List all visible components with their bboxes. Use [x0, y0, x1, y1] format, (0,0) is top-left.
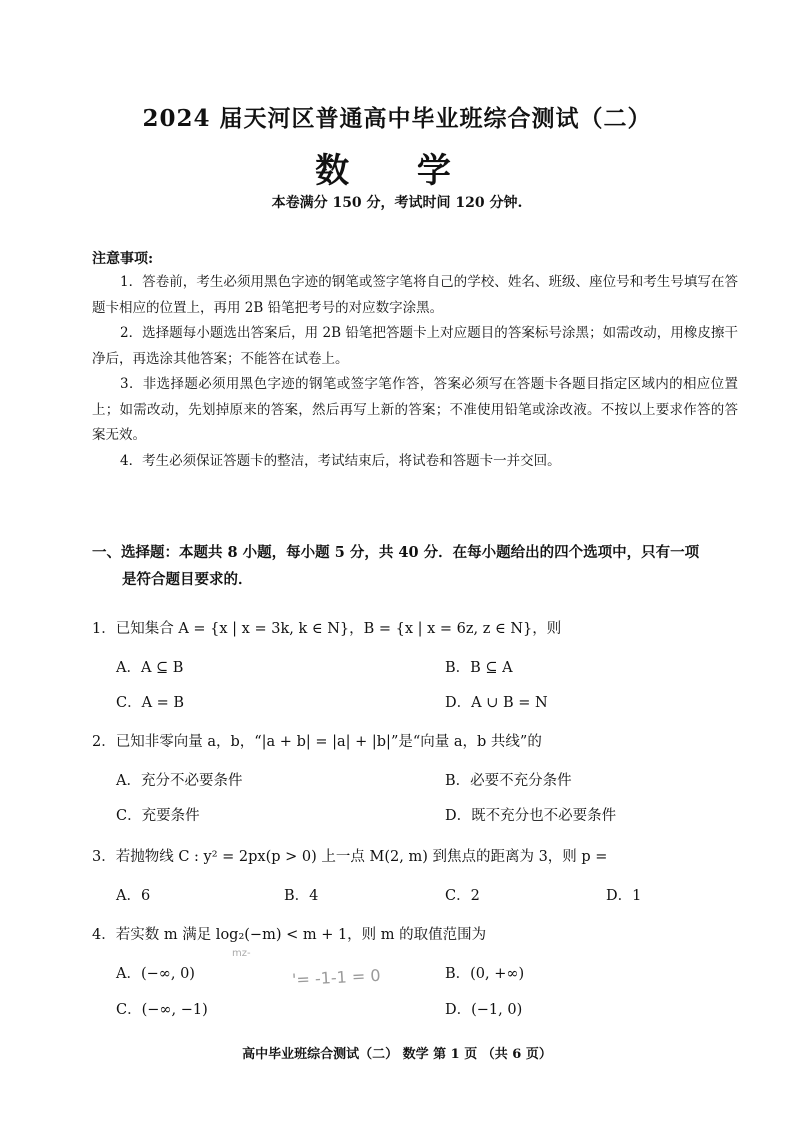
note-item [92, 270, 738, 321]
q4-option-b: B．(0, +∞) [445, 966, 525, 982]
question-1-stem: 1．已知集合 A = {x | x = 3k, k ∈ N}，B = {x | x = 6z, z ∈ N}，则 [92, 621, 562, 637]
subject-title: 数 学 [315, 151, 479, 191]
q3-option-d: D．1 [606, 888, 642, 904]
q2-option-b: B．必要不充分条件 [445, 773, 572, 789]
handwriting-mark-small: mz- [232, 948, 251, 959]
q4-option-a: A．(−∞, 0) [116, 966, 195, 982]
q1-option-c: C．A = B [116, 695, 185, 711]
q1-option-a: A．A ⊆ B [116, 660, 184, 676]
note-item [92, 372, 738, 449]
exam-title: 2024 届天河区普通高中毕业班综合测试（二） [142, 105, 652, 132]
q1-option-d: D．A ∪ B = N [445, 695, 548, 711]
page-footer: 高中毕业班综合测试（二） 数学 第 1 页 （共 6 页） [242, 1047, 552, 1062]
notes-heading: 注意事项: [92, 251, 154, 267]
q1-option-b: B．B ⊆ A [445, 660, 513, 676]
question-3-stem: 3．若抛物线 C : y² = 2px(p > 0) 上一点 M(2, m) 到焦点的距离为 3，则 p = [92, 849, 608, 865]
question-4-stem: 4．若实数 m 满足 log₂(−m) < m + 1，则 m 的取值范围为 [92, 927, 487, 943]
q3-option-b: B．4 [284, 888, 319, 904]
section-heading-cont: 是符合题目要求的． [122, 571, 253, 588]
q3-option-c: C．2 [445, 888, 480, 904]
q3-option-a: A．6 [116, 888, 151, 904]
note-item [92, 449, 738, 475]
note-item [92, 321, 738, 372]
q4-option-c: C．(−∞, −1) [116, 1002, 208, 1018]
q4-option-d: D．(−1, 0) [445, 1002, 523, 1018]
q2-option-c: C．充要条件 [116, 808, 200, 824]
exam-info: 本卷满分 150 分，考试时间 120 分钟. [271, 195, 523, 211]
note-text: 4．考生必须保证答题卡的整洁，考试结束后，将试卷和答题卡一并交回。 [120, 453, 561, 469]
note-text: 3．非选择题必须用黑色字迹的钢笔或签字笔作答，答案必须写在答题卡各题目指定区域内的相应位置上；如需改动，先划掉原来的答案，然后再写上新的答案；不准使用铅笔或涂改液。不按以上要求作答的答案无效。 [92, 376, 738, 443]
note-text: 2．选择题每小题选出答案后，用 2B 铅笔把答题卡上对应题目的答案标号涂黑；如需改动，用橡皮擦干净后，再选涂其他答案；不能答在试卷上。 [92, 325, 738, 367]
question-2-stem: 2．已知非零向量 a，b，“|a + b| = |a| + |b|”是“向量 a，b 共线”的 [92, 734, 542, 750]
note-text: 1．答卷前，考生必须用黑色字迹的钢笔或签字笔将自己的学校、姓名、班级、座位号和考生号填写在答题卡相应的位置上，再用 2B 铅笔把考号的对应数字涂黑。 [92, 274, 738, 316]
q2-option-d: D．既不充分也不必要条件 [445, 808, 617, 824]
handwriting-mark: '= -1-1 = 0 [291, 965, 381, 990]
section-heading: 一、选择题：本题共 8 小题，每小题 5 分，共 40 分．在每小题给出的四个选项中，只有一项 [92, 544, 700, 561]
q2-option-a: A．充分不必要条件 [116, 773, 243, 789]
